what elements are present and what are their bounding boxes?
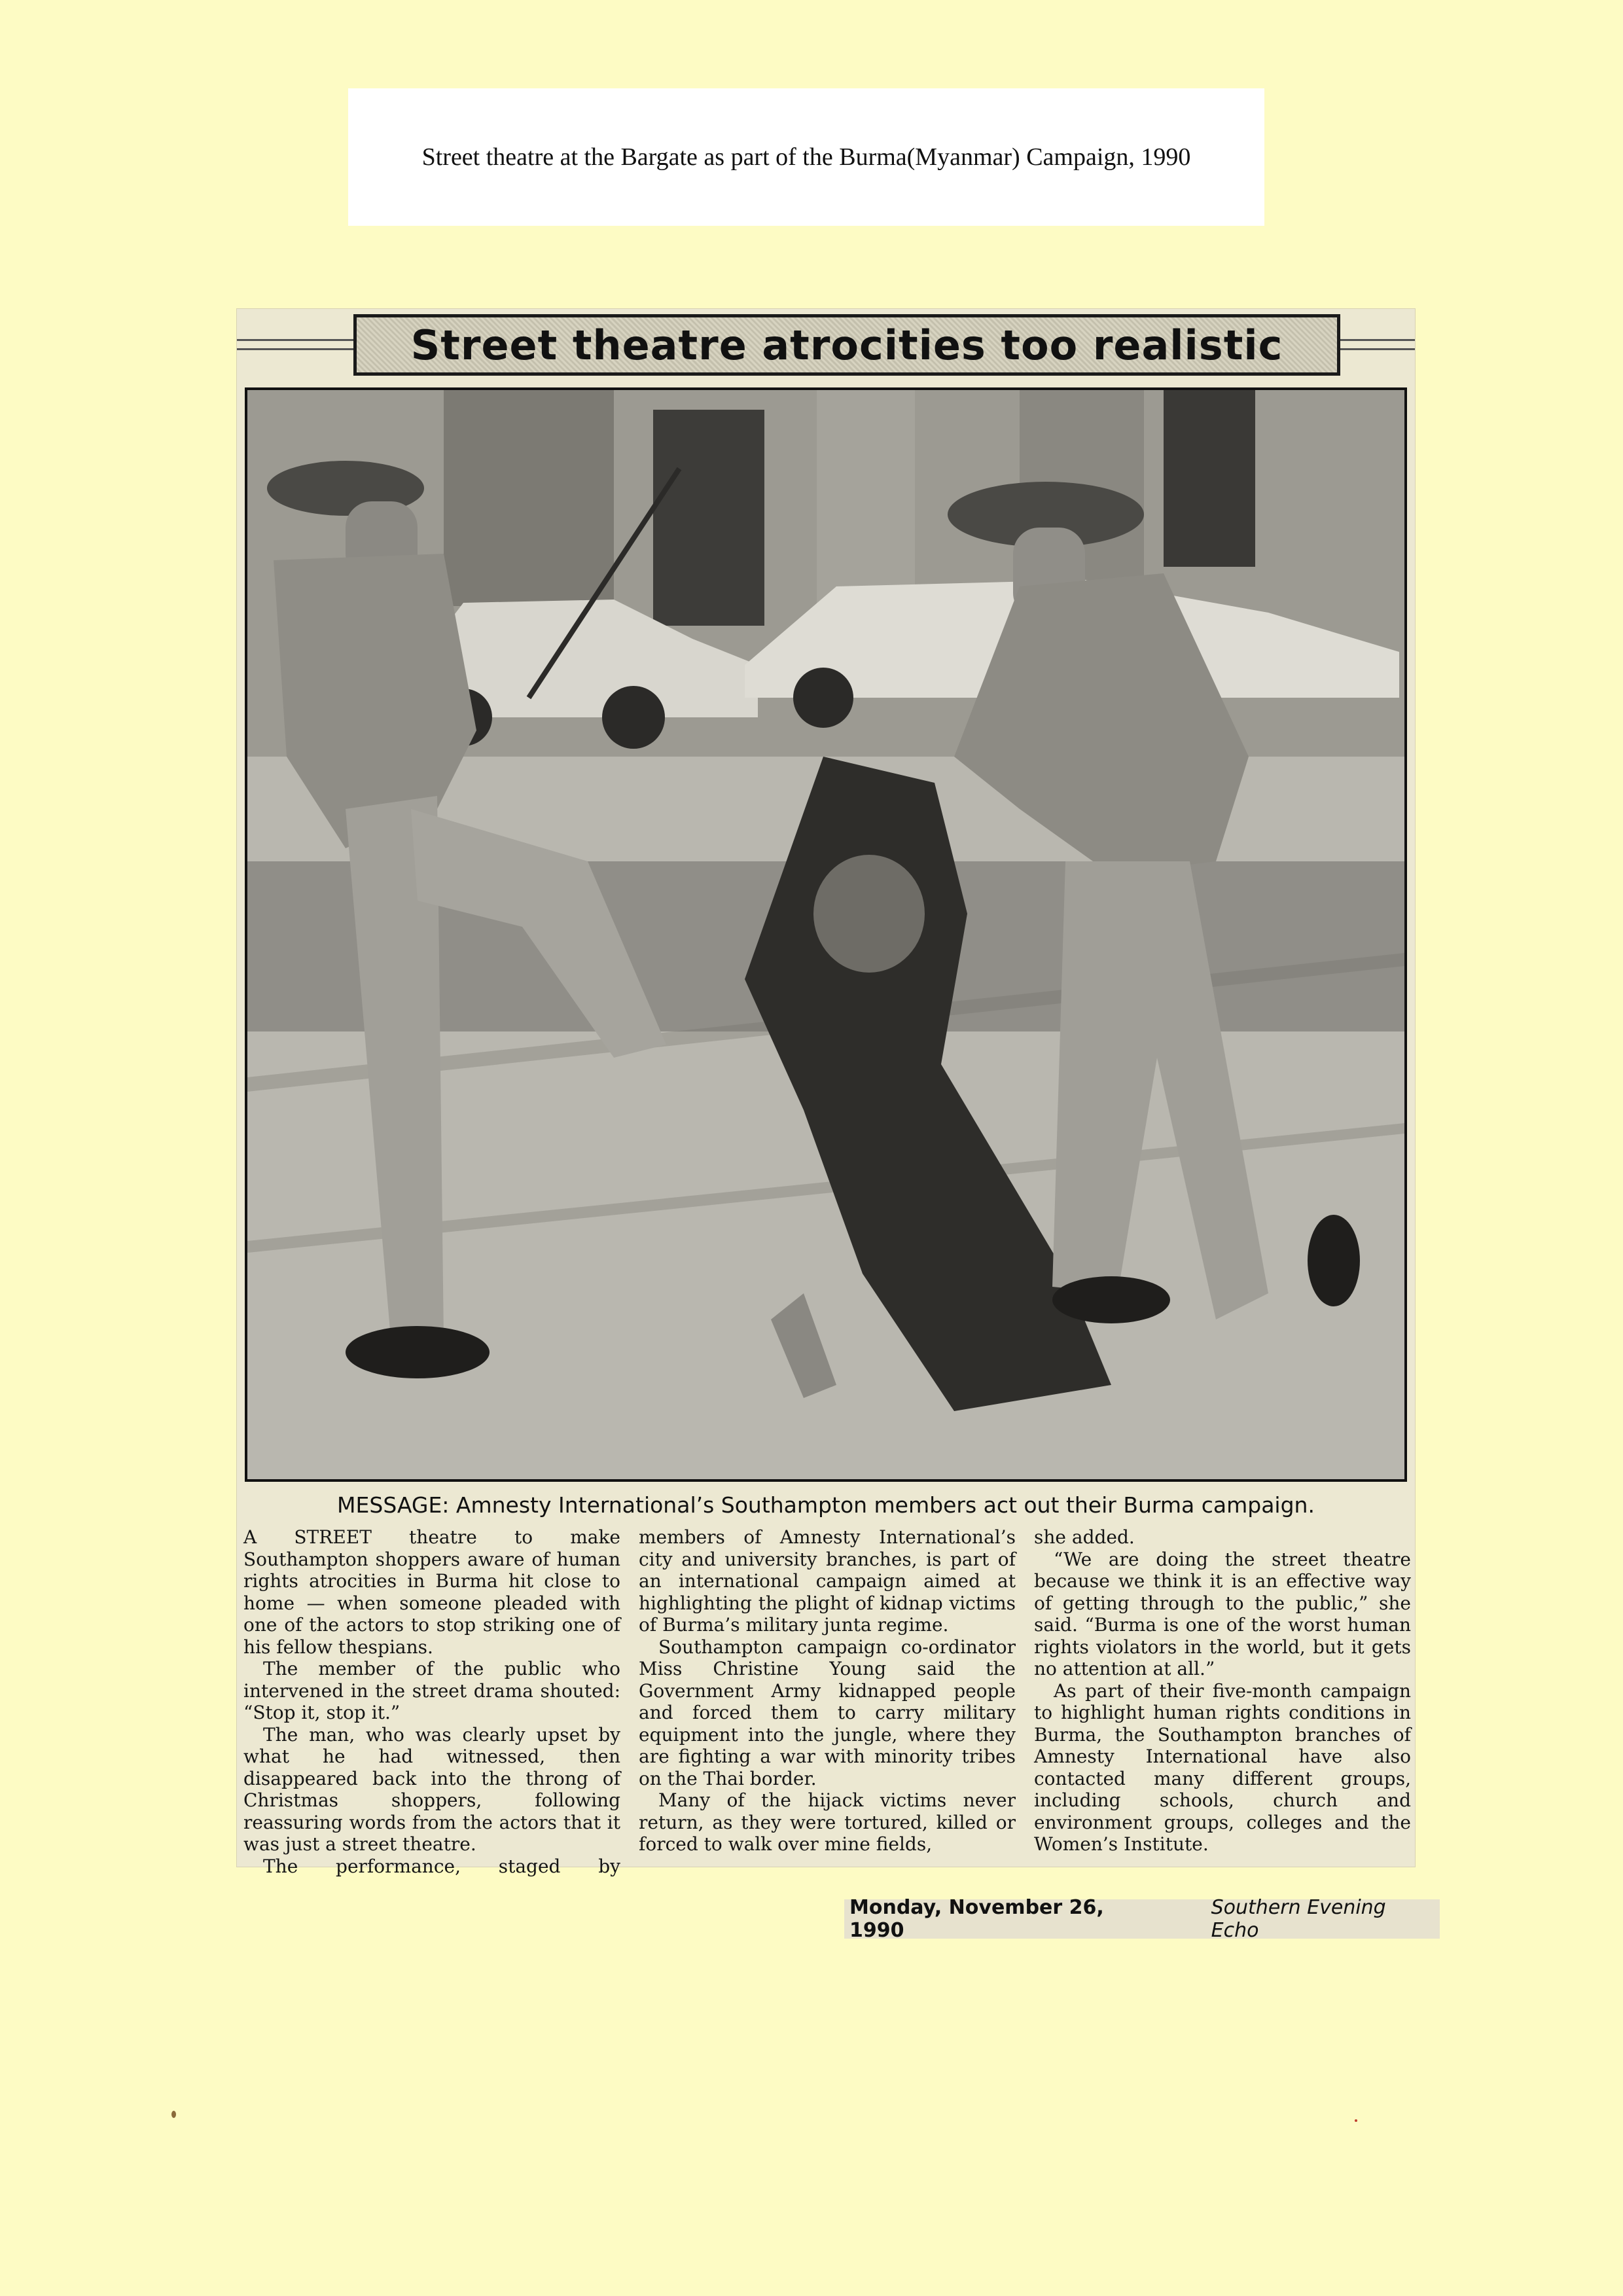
paragraph: The member of the public who intervened in the street drama shouted: “Stop it, stop it.” (243, 1658, 620, 1723)
article-column-2 (639, 1526, 1016, 1860)
paragraph: “We are doing the street theatre because we think it is an effective way of getting through to the public,” she said. “Burma is one of the worst human rights violators in the world, but it gets no attention at all.” (1034, 1548, 1411, 1679)
byline-strip (844, 1896, 1440, 1942)
headline-rule-right (1340, 339, 1415, 341)
photo-illustration (247, 390, 1404, 1479)
paragraph: As part of their five-month campaign to highlight human rights conditions in Burma, the Southampton branches of Amnesty International have also contacted many different groups, including schools, church and environment groups, colleges and the Women’s Institute. (1034, 1679, 1411, 1855)
article-body (243, 1526, 1414, 1877)
headline-box (353, 314, 1340, 376)
archive-label-card (348, 88, 1264, 226)
headline-rule-left-2 (237, 348, 353, 350)
paragraph: A STREET theatre to make Southampton shoppers aware of human rights atrocities in Burma hit close to home — when someone pleaded with one of the actors to stop striking one of his fellow thespians. (243, 1526, 620, 1658)
headline: Street theatre atrocities too realistic (410, 321, 1283, 369)
paragraph: Southampton campaign co-ordinator Miss Christine Young said the Government Army kidnapped people and forced them to carry military equipment into the jungle, where they are fighting a war with minority tribes on the Thai border. (639, 1636, 1016, 1789)
paragraph: she added. (1034, 1526, 1135, 1548)
publication-date: Monday, November 26, 1990 (849, 1896, 1104, 1942)
paragraph: The man, who was clearly upset by what he had witnessed, then disappeared back into the throng of Christmas shoppers, following reassuring words from the actors that it was just a street theatre. (243, 1723, 620, 1855)
photo-caption: MESSAGE: Amnesty International’s Southampton members act out their Burma campaign. (337, 1492, 1315, 1518)
article-column-1 (243, 1526, 620, 1877)
paragraph: Many of the hijack victims never return, as they were tortured, killed or forced to walk over mine fields, (639, 1789, 1016, 1855)
newspaper-clipping (237, 309, 1415, 1877)
archive-label-text: Street theatre at the Bargate as part of the Burma(Myanmar) Campaign, 1990 (421, 143, 1191, 171)
news-photo (245, 387, 1407, 1482)
paragraph: The performance, staged by (263, 1855, 620, 1877)
paper-speck (1355, 2119, 1357, 2122)
headline-rule-right-2 (1340, 348, 1415, 350)
headline-rule-left (237, 339, 353, 341)
publication-name: Southern Evening Echo (1211, 1896, 1386, 1942)
article-column-3 (1034, 1526, 1411, 1860)
paper-speck (171, 2111, 176, 2118)
paragraph: members of Amnesty International’s city and university branches, is part of an international campaign aimed at highlighting the plight of kidnap victims of Burma’s military junta regime. (639, 1526, 1016, 1636)
headline-row (237, 314, 1415, 378)
